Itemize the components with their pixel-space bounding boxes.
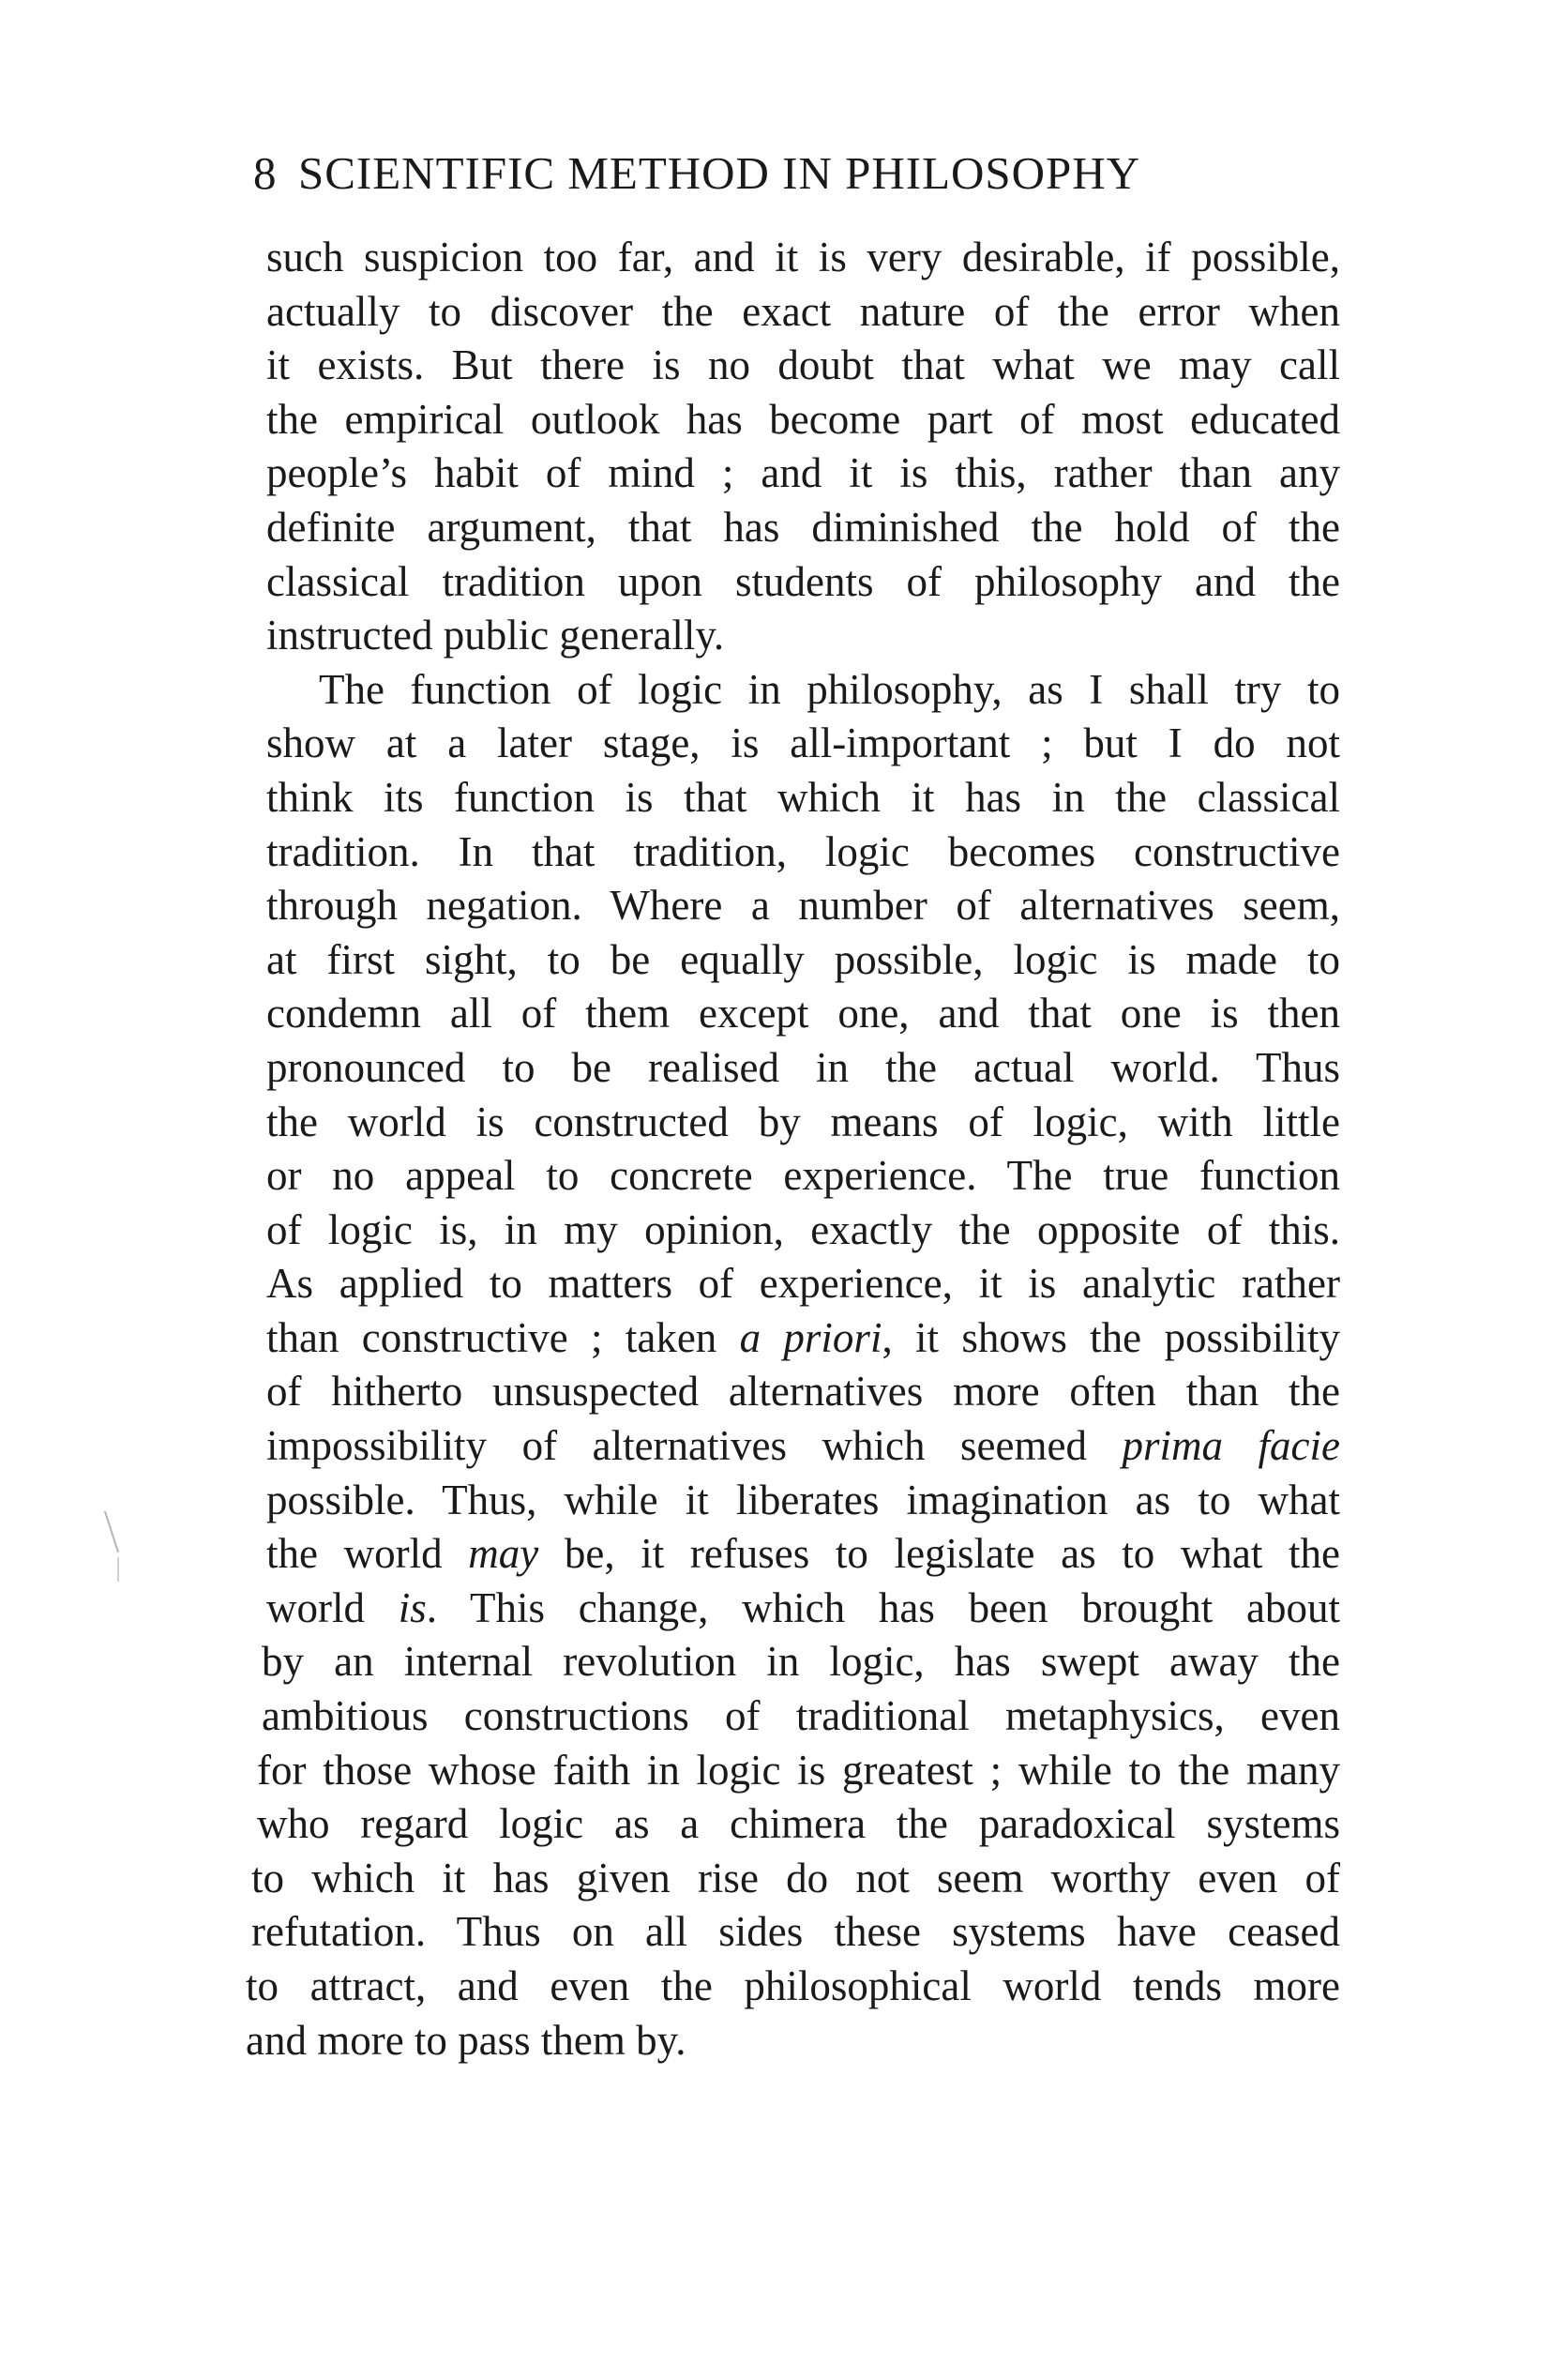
text-run: the world xyxy=(266,1530,469,1578)
text-line xyxy=(266,1582,1340,1636)
text-line: through negation. Where a number of alternatives seem, xyxy=(266,882,1340,930)
text-line: who regard logic as a chimera the paradoxical systems xyxy=(257,1800,1340,1848)
body-text xyxy=(246,231,1340,2068)
text-run: than constructive ; taken xyxy=(266,1313,740,1361)
text-run: , it shows the possibility xyxy=(882,1313,1340,1361)
text-line: instructed public generally. xyxy=(266,612,725,659)
text-line: the world is constructed by means of logic, with little xyxy=(266,1098,1340,1145)
italic-phrase: is xyxy=(398,1583,427,1631)
text-line: people’s habit of mind ; and it is this, rather than any xyxy=(266,449,1340,497)
text-line: classical tradition upon students of philosophy and the xyxy=(266,557,1340,605)
page-number: 8 xyxy=(253,147,278,199)
scan-mark xyxy=(117,1557,119,1582)
text-run: be, it refuses to legislate as to what the xyxy=(538,1530,1340,1578)
text-run: . This change, which has been brought about xyxy=(426,1583,1340,1631)
text-line xyxy=(266,1311,1340,1366)
text-line: of logic is, in my opinion, exactly the opposite of this. xyxy=(266,1205,1340,1253)
text-line: pronounced to be realised in the actual world. Thus xyxy=(266,1043,1340,1091)
text-line: by an internal revolution in logic, has swept away the xyxy=(262,1638,1340,1686)
text-line: the empirical outlook has become part of most educated xyxy=(266,395,1340,443)
scan-mark xyxy=(104,1511,119,1553)
text-line: condemn all of them except one, and that one is then xyxy=(266,990,1340,1038)
text-line: ambitious constructions of traditional metaphysics, even xyxy=(262,1692,1340,1740)
text-line: As applied to matters of experience, it is analytic rather xyxy=(266,1260,1340,1308)
text-line: or no appeal to concrete experience. The true function xyxy=(266,1152,1340,1200)
text-line: such suspicion too far, and it is very desirable, if possible, xyxy=(266,234,1340,280)
text-line: possible. Thus, while it liberates imagination as to what xyxy=(266,1476,1340,1523)
text-line: to attract, and even the philosophical world tends more xyxy=(246,1962,1340,2009)
text-line: actually to discover the exact nature of the error when xyxy=(266,287,1340,335)
text-line: think its function is that which it has in the classical xyxy=(266,773,1340,821)
text-line: refutation. Thus on all sides these systems have ceased xyxy=(251,1908,1340,1956)
italic-phrase: prima facie xyxy=(1122,1422,1340,1470)
text-line: to which it has given rise do not seem worthy even of xyxy=(251,1854,1340,1901)
italic-phrase: a priori xyxy=(739,1313,882,1361)
running-title: SCIENTIFIC METHOD IN PHILOSOPHY xyxy=(298,147,1141,199)
text-line: show at a later stage, is all-important ; but I do not xyxy=(266,720,1340,767)
text-line: for those whose faith in logic is greatest ; while to the many xyxy=(257,1746,1340,1794)
text-line: of hitherto unsuspected alternatives more often than the xyxy=(266,1368,1340,1416)
text-line: definite argument, that has diminished the hold of the xyxy=(266,503,1340,551)
text-run: impossibility of alternatives which seemed xyxy=(266,1422,1123,1470)
text-line: it exists. But there is no doubt that what we may call xyxy=(266,341,1340,389)
text-line: and more to pass them by. xyxy=(246,2016,686,2064)
text-line: The function of logic in philosophy, as I shall try to xyxy=(319,665,1340,713)
text-line xyxy=(266,1419,1340,1474)
text-line: at first sight, to be equally possible, logic is made to xyxy=(266,935,1340,983)
text-run: world xyxy=(266,1583,399,1631)
running-head xyxy=(253,141,1332,206)
italic-phrase: may xyxy=(468,1530,539,1578)
text-line xyxy=(266,1527,1340,1582)
text-line: tradition. In that tradition, logic becomes constructive xyxy=(266,827,1340,875)
